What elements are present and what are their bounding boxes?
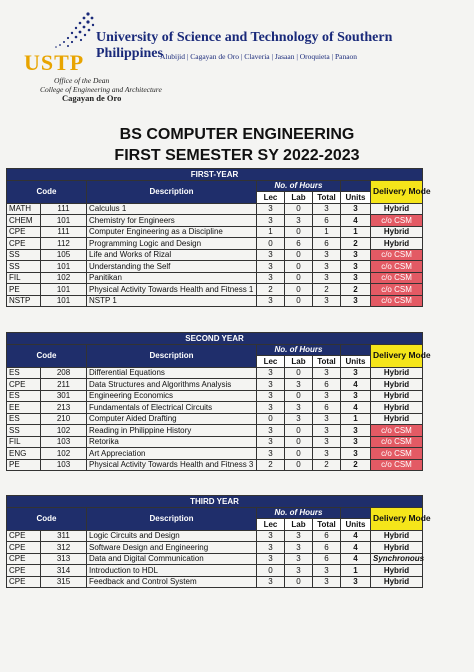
course-lec: 2 [257,459,285,471]
course-lec: 1 [257,226,285,238]
course-row [7,249,423,261]
lab-header: Lab [285,356,313,368]
course-total: 1 [313,226,341,238]
course-lec: 0 [257,238,285,250]
units-header: Units [341,192,371,204]
course-description: Panitikan [87,272,257,284]
course-description: Calculus 1 [87,203,257,215]
course-row [7,425,423,437]
campus-list: Alubijid | Cagayan de Oro | Claveria | Jasaan | Oroquieta | Panaon [160,52,358,61]
course-number: 210 [41,413,87,425]
course-subject: FIL [7,272,41,284]
course-units: 2 [341,284,371,296]
course-row [7,295,423,307]
course-lec: 3 [257,203,285,215]
course-units: 3 [341,295,371,307]
course-lab: 3 [285,413,313,425]
course-row [7,459,423,471]
course-units: 3 [341,390,371,402]
program-title: BS COMPUTER ENGINEERING [119,126,355,143]
course-lec: 3 [257,272,285,284]
page-title [0,124,474,166]
course-number: 103 [41,459,87,471]
course-units: 3 [341,436,371,448]
office-location: Cagayan de Oro [62,93,122,103]
units-spacer [341,180,371,192]
course-subject: CPE [7,576,41,588]
course-total: 6 [313,215,341,227]
course-total: 6 [313,553,341,565]
course-number: 112 [41,238,87,250]
course-lab: 0 [285,284,313,296]
course-units: 4 [341,553,371,565]
course-lec: 3 [257,530,285,542]
course-row [7,448,423,460]
course-subject: ES [7,413,41,425]
course-lab: 3 [285,553,313,565]
course-description: Fundamentals of Electrical Circuits [87,402,257,414]
course-lab: 3 [285,379,313,391]
course-total: 6 [313,542,341,554]
course-delivery-mode: Hybrid [371,565,423,577]
course-number: 213 [41,402,87,414]
course-total: 6 [313,379,341,391]
code-header: Code [7,180,87,203]
course-lec: 3 [257,402,285,414]
course-number: 105 [41,249,87,261]
course-subject: ES [7,390,41,402]
course-lab: 3 [285,530,313,542]
year-label: FIRST-YEAR [7,169,423,181]
course-lec: 3 [257,379,285,391]
course-units: 3 [341,203,371,215]
course-row [7,238,423,250]
course-lab: 0 [285,367,313,379]
course-number: 102 [41,448,87,460]
office-line-2: College of Engineering and Architecture [40,85,162,94]
course-number: 102 [41,425,87,437]
total-header: Total [313,519,341,531]
course-lab: 0 [285,459,313,471]
lec-header: Lec [257,192,285,204]
course-description: Art Appreciation [87,448,257,460]
lec-header: Lec [257,356,285,368]
hours-header: No. of Hours [257,344,341,356]
course-total: 2 [313,459,341,471]
course-total: 3 [313,425,341,437]
course-description: Engineering Economics [87,390,257,402]
course-number: 301 [41,390,87,402]
course-subject: CPE [7,226,41,238]
course-description: Data and Digital Communication [87,553,257,565]
course-number: 101 [41,215,87,227]
course-row [7,553,423,565]
course-description: Physical Activity Towards Health and Fitness 1 [87,284,257,296]
course-lec: 3 [257,553,285,565]
course-units: 1 [341,413,371,425]
course-total: 3 [313,565,341,577]
course-lec: 3 [257,390,285,402]
course-total: 3 [313,261,341,273]
course-delivery-mode: Hybrid [371,226,423,238]
ustp-logo-icon [48,10,100,50]
course-subject: ENG [7,448,41,460]
course-units: 3 [341,448,371,460]
course-row [7,272,423,284]
course-lec: 3 [257,542,285,554]
university-name: University of Science and Technology of Southern Philippines [96,30,393,61]
course-delivery-mode: c/o CSM [371,295,423,307]
year-table [6,332,431,471]
course-description: Differential Equations [87,367,257,379]
course-number: 311 [41,530,87,542]
office-block [40,76,162,103]
course-lab: 6 [285,238,313,250]
course-description: Introduction to HDL [87,565,257,577]
course-units: 2 [341,238,371,250]
course-delivery-mode: Hybrid [371,390,423,402]
course-row [7,576,423,588]
course-lec: 3 [257,448,285,460]
course-description: Physical Activity Towards Health and Fitness 3 [87,459,257,471]
year-table [6,168,431,307]
course-delivery-mode: c/o CSM [371,459,423,471]
course-subject: CPE [7,542,41,554]
course-total: 3 [313,295,341,307]
course-row [7,565,423,577]
course-number: 312 [41,542,87,554]
course-lec: 3 [257,295,285,307]
course-lec: 3 [257,425,285,437]
course-lec: 0 [257,413,285,425]
course-row [7,203,423,215]
course-description: Logic Circuits and Design [87,530,257,542]
lab-header: Lab [285,192,313,204]
course-units: 4 [341,402,371,414]
course-number: 111 [41,226,87,238]
semester-title: FIRST SEMESTER SY 2022-2023 [114,147,360,164]
course-row [7,367,423,379]
description-header: Description [87,180,257,203]
course-number: 102 [41,272,87,284]
year-table [6,495,431,588]
ustp-logo-text: USTP [24,50,85,75]
code-header: Code [7,507,87,530]
course-lab: 0 [285,390,313,402]
hours-header: No. of Hours [257,507,341,519]
course-lab: 3 [285,215,313,227]
course-row [7,402,423,414]
course-description: Programming Logic and Design [87,238,257,250]
units-spacer [341,344,371,356]
course-lab: 0 [285,425,313,437]
course-total: 6 [313,402,341,414]
course-total: 3 [313,367,341,379]
course-row [7,436,423,448]
course-subject: CPE [7,530,41,542]
course-description: NSTP 1 [87,295,257,307]
course-row [7,390,423,402]
course-number: 101 [41,261,87,273]
units-header: Units [341,519,371,531]
office-line-1: Office of the Dean [54,76,110,85]
course-units: 3 [341,367,371,379]
course-lab: 0 [285,203,313,215]
description-header: Description [87,344,257,367]
course-description: Understanding the Self [87,261,257,273]
course-delivery-mode: Hybrid [371,530,423,542]
course-delivery-mode: Hybrid [371,576,423,588]
course-lec: 3 [257,576,285,588]
course-units: 4 [341,530,371,542]
course-subject: CPE [7,565,41,577]
course-number: 315 [41,576,87,588]
course-row [7,226,423,238]
total-header: Total [313,192,341,204]
course-lec: 3 [257,215,285,227]
course-units: 3 [341,272,371,284]
course-lab: 0 [285,226,313,238]
course-number: 313 [41,553,87,565]
course-row [7,215,423,227]
course-total: 3 [313,203,341,215]
course-units: 4 [341,542,371,554]
year-label: SECOND YEAR [7,333,423,345]
document-header [0,0,474,120]
course-delivery-mode: c/o CSM [371,249,423,261]
course-subject: FIL [7,436,41,448]
course-lec: 3 [257,436,285,448]
course-subject: ES [7,367,41,379]
course-delivery-mode: c/o CSM [371,272,423,284]
course-row [7,542,423,554]
course-subject: SS [7,261,41,273]
course-lec: 3 [257,261,285,273]
delivery-mode-header: Delivery Mode [371,180,423,203]
course-units: 3 [341,576,371,588]
course-delivery-mode: c/o CSM [371,284,423,296]
course-delivery-mode: c/o CSM [371,261,423,273]
course-subject: PE [7,284,41,296]
course-units: 1 [341,226,371,238]
course-row [7,284,423,296]
course-description: Life and Works of Rizal [87,249,257,261]
delivery-mode-header: Delivery Mode [371,507,423,530]
course-delivery-mode: c/o CSM [371,448,423,460]
course-units: 3 [341,261,371,273]
course-row [7,413,423,425]
course-total: 2 [313,284,341,296]
code-header: Code [7,344,87,367]
course-number: 101 [41,284,87,296]
course-delivery-mode: Hybrid [371,203,423,215]
year-label: THIRD YEAR [7,496,423,508]
units-header: Units [341,356,371,368]
course-delivery-mode: c/o CSM [371,215,423,227]
course-lec: 3 [257,249,285,261]
course-subject: CPE [7,379,41,391]
course-description: Computer Engineering as a Discipline [87,226,257,238]
course-delivery-mode: Hybrid [371,413,423,425]
course-lab: 3 [285,565,313,577]
course-description: Data Structures and Algorithms Analysis [87,379,257,391]
total-header: Total [313,356,341,368]
course-number: 208 [41,367,87,379]
course-number: 211 [41,379,87,391]
course-lab: 0 [285,249,313,261]
course-subject: PE [7,459,41,471]
course-total: 3 [313,390,341,402]
course-number: 314 [41,565,87,577]
hours-header: No. of Hours [257,180,341,192]
course-delivery-mode: Hybrid [371,238,423,250]
course-delivery-mode: Synchronous [371,553,423,565]
course-units: 4 [341,215,371,227]
course-lab: 0 [285,436,313,448]
lec-header: Lec [257,519,285,531]
course-lab: 0 [285,576,313,588]
course-lab: 0 [285,261,313,273]
course-description: Chemistry for Engineers [87,215,257,227]
course-subject: MATH [7,203,41,215]
course-total: 3 [313,249,341,261]
units-spacer [341,507,371,519]
course-description: Reading in Philippine History [87,425,257,437]
course-number: 111 [41,203,87,215]
course-total: 6 [313,530,341,542]
course-description: Feedback and Control System [87,576,257,588]
course-delivery-mode: c/o CSM [371,425,423,437]
course-subject: CPE [7,238,41,250]
course-subject: SS [7,249,41,261]
course-row [7,261,423,273]
course-number: 103 [41,436,87,448]
course-lab: 0 [285,448,313,460]
lab-header: Lab [285,519,313,531]
course-subject: SS [7,425,41,437]
course-total: 3 [313,448,341,460]
course-row [7,379,423,391]
course-description: Retorika [87,436,257,448]
course-lab: 3 [285,542,313,554]
course-total: 3 [313,576,341,588]
course-subject: NSTP [7,295,41,307]
course-delivery-mode: c/o CSM [371,436,423,448]
course-description: Software Design and Engineering [87,542,257,554]
course-total: 3 [313,413,341,425]
course-total: 3 [313,272,341,284]
course-description: Computer Aided Drafting [87,413,257,425]
course-row [7,530,423,542]
course-number: 101 [41,295,87,307]
course-lec: 3 [257,367,285,379]
course-delivery-mode: Hybrid [371,542,423,554]
course-lec: 0 [257,565,285,577]
course-delivery-mode: Hybrid [371,379,423,391]
course-units: 4 [341,379,371,391]
description-header: Description [87,507,257,530]
course-total: 6 [313,238,341,250]
course-units: 3 [341,425,371,437]
course-subject: EE [7,402,41,414]
course-delivery-mode: Hybrid [371,367,423,379]
course-lec: 2 [257,284,285,296]
course-units: 3 [341,249,371,261]
course-units: 1 [341,565,371,577]
course-delivery-mode: Hybrid [371,402,423,414]
course-total: 3 [313,436,341,448]
course-units: 2 [341,459,371,471]
course-lab: 0 [285,295,313,307]
course-lab: 3 [285,402,313,414]
course-subject: CPE [7,553,41,565]
delivery-mode-header: Delivery Mode [371,344,423,367]
course-lab: 0 [285,272,313,284]
course-subject: CHEM [7,215,41,227]
